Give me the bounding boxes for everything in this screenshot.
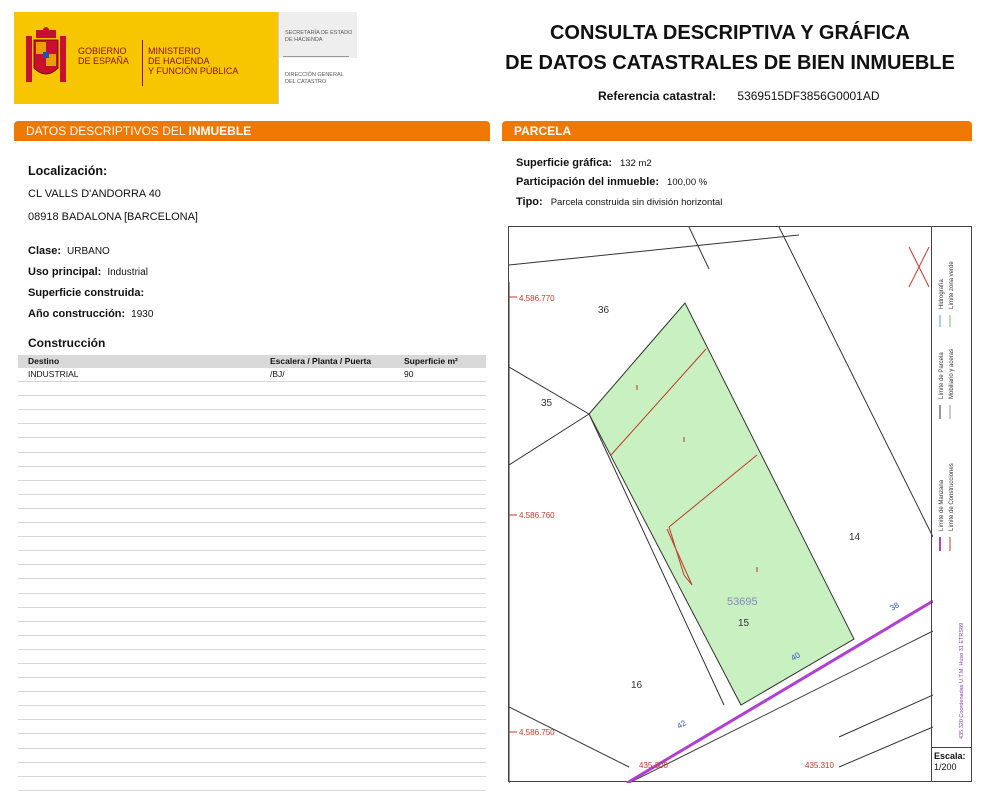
page-title: CONSULTA DESCRIPTIVA Y GRÁFICA DE DATOS CATASTRALES DE BIEN INMUEBLE (505, 22, 955, 74)
legend-item: Límite de Construcciones (949, 463, 955, 531)
table-row (18, 453, 486, 467)
parcel-number: 36 (598, 305, 610, 316)
parcel-number: 15 (738, 618, 750, 629)
bar-strong: INMUEBLE (188, 124, 252, 138)
table-row (18, 368, 486, 382)
sup-value: 132 m2 (619, 158, 652, 169)
parcel-line (839, 695, 933, 737)
table-row (18, 664, 486, 678)
table-row (18, 749, 486, 763)
ministerio-text: MINISTERIO DE HACIENDA Y FUNCIÓN PÚBLICA (148, 46, 239, 76)
table-header (18, 355, 486, 368)
table-row (18, 594, 486, 608)
table-row (18, 438, 486, 452)
uso-label: Uso principal: (28, 266, 102, 278)
legend-drawing (932, 227, 972, 747)
legend-item: Límite de Manzana (939, 479, 945, 531)
part-value: 100,00 % (667, 177, 708, 188)
address-line-1: CL VALLS D'ANDORRA 40 (28, 188, 161, 200)
parcel-number: 35 (541, 398, 553, 409)
table-row (18, 382, 486, 396)
coord-label: 4.586.760 (519, 511, 555, 520)
legend-item: Mobiliario y aceras (949, 348, 955, 399)
parcel-line (509, 707, 629, 767)
table-row (18, 523, 486, 537)
parcela-bar: PARCELA (502, 121, 972, 141)
parcel-line (689, 227, 709, 269)
parcel-number: 14 (849, 532, 861, 543)
construccion-label: Construcción (28, 336, 106, 350)
clase-label: Clase: (28, 245, 62, 257)
table-row (18, 537, 486, 551)
table-row (18, 734, 486, 748)
logo-divider (142, 40, 143, 86)
coord-label: 435.300 (639, 761, 668, 770)
part-label: Participación del inmueble: (516, 176, 660, 188)
col-destino: Destino (28, 356, 60, 366)
table-row (18, 481, 486, 495)
col-superficie: Superficie m² (404, 356, 458, 366)
table-cell: INDUSTRIAL (28, 369, 79, 379)
table-row (18, 650, 486, 664)
government-logo (14, 12, 278, 104)
coord-label: 4.586.770 (519, 294, 555, 303)
table-row (18, 579, 486, 593)
participacion (516, 176, 707, 188)
datos-descriptivos-bar (14, 121, 490, 141)
legend-item: Límite zona verde (949, 261, 955, 309)
table-row (18, 467, 486, 481)
scale-box (931, 747, 971, 781)
tipo-value: Parcela construida sin división horizontal (550, 197, 723, 208)
secretaria-text: SECRETARÍA DE ESTADO DE HACIENDA (285, 30, 353, 43)
superficie-grafica (516, 157, 652, 169)
table-row (18, 692, 486, 706)
table-row (18, 495, 486, 509)
parcel-number: 16 (631, 680, 643, 691)
table-cell: /BJ/ (270, 369, 285, 379)
sup-label: Superficie gráfica: (516, 157, 612, 169)
street-number: 40 (789, 650, 802, 663)
ref-value: 5369515DF3856G0001AD (737, 89, 880, 103)
scale-label: Escala: (934, 751, 966, 761)
scale-value: 1/200 (934, 762, 957, 772)
table-row (18, 608, 486, 622)
coord-label: 435.310 (805, 761, 834, 770)
coat-of-arms-icon (24, 26, 68, 90)
map-legend (931, 227, 971, 747)
bar-prefix: DATOS DESCRIPTIVOS DEL (26, 124, 189, 138)
table-cell: 90 (404, 369, 414, 379)
parcel-line (839, 727, 933, 767)
logo-separator (283, 56, 349, 57)
parcel-line (509, 414, 589, 465)
table-row (18, 396, 486, 410)
table-row (18, 636, 486, 650)
ref-label: Referencia catastral: (598, 89, 717, 103)
legend-item: Límite de Parcela (939, 352, 945, 399)
parcel-line (779, 227, 933, 537)
coord-label: 4.586.750 (519, 728, 555, 737)
address-line-2: 08918 BADALONA [BARCELONA] (28, 211, 198, 223)
table-row (18, 509, 486, 523)
superficie-label: Superficie construida: (28, 287, 145, 299)
table-row (18, 777, 486, 791)
street-number: 42 (675, 718, 688, 731)
ano-value: 1930 (131, 309, 154, 320)
col-planta: Escalera / Planta / Puerta (270, 356, 372, 366)
construccion-table (18, 355, 486, 791)
table-row (18, 678, 486, 692)
catastro-logo (278, 12, 356, 104)
parcel-code: 53695 (727, 596, 758, 608)
table-row (18, 706, 486, 720)
ano-field (28, 308, 153, 320)
referencia-catastral (598, 89, 880, 103)
table-row (18, 551, 486, 565)
street-number: 38 (888, 600, 901, 613)
coordinates-note: 435.320 Coordenadas U.T.M. Huso 31 ETRS89 (959, 622, 965, 739)
ano-label: Año construcción: (28, 308, 126, 320)
table-row (18, 410, 486, 424)
clase-value: URBANO (67, 246, 110, 257)
map-drawing (509, 227, 933, 783)
parcel-line (509, 235, 799, 265)
table-body (18, 368, 486, 791)
highlighted-parcel (589, 303, 854, 705)
tipo (516, 196, 722, 208)
table-row (18, 565, 486, 579)
legend-item: Hidrografía (939, 279, 945, 309)
localizacion-label: Localización: (28, 164, 108, 178)
cadastral-map[interactable] (508, 226, 972, 782)
tipo-label: Tipo: (516, 196, 543, 208)
table-row (18, 424, 486, 438)
clase-field (28, 245, 110, 257)
gobierno-text: GOBIERNO DE ESPAÑA (78, 46, 129, 66)
uso-value: Industrial (107, 267, 148, 278)
uso-field (28, 266, 148, 278)
table-row (18, 763, 486, 777)
direccion-text: DIRECCIÓN GENERAL DEL CATASTRO (285, 72, 344, 85)
table-row (18, 720, 486, 734)
superficie-field (28, 287, 144, 299)
table-row (18, 622, 486, 636)
